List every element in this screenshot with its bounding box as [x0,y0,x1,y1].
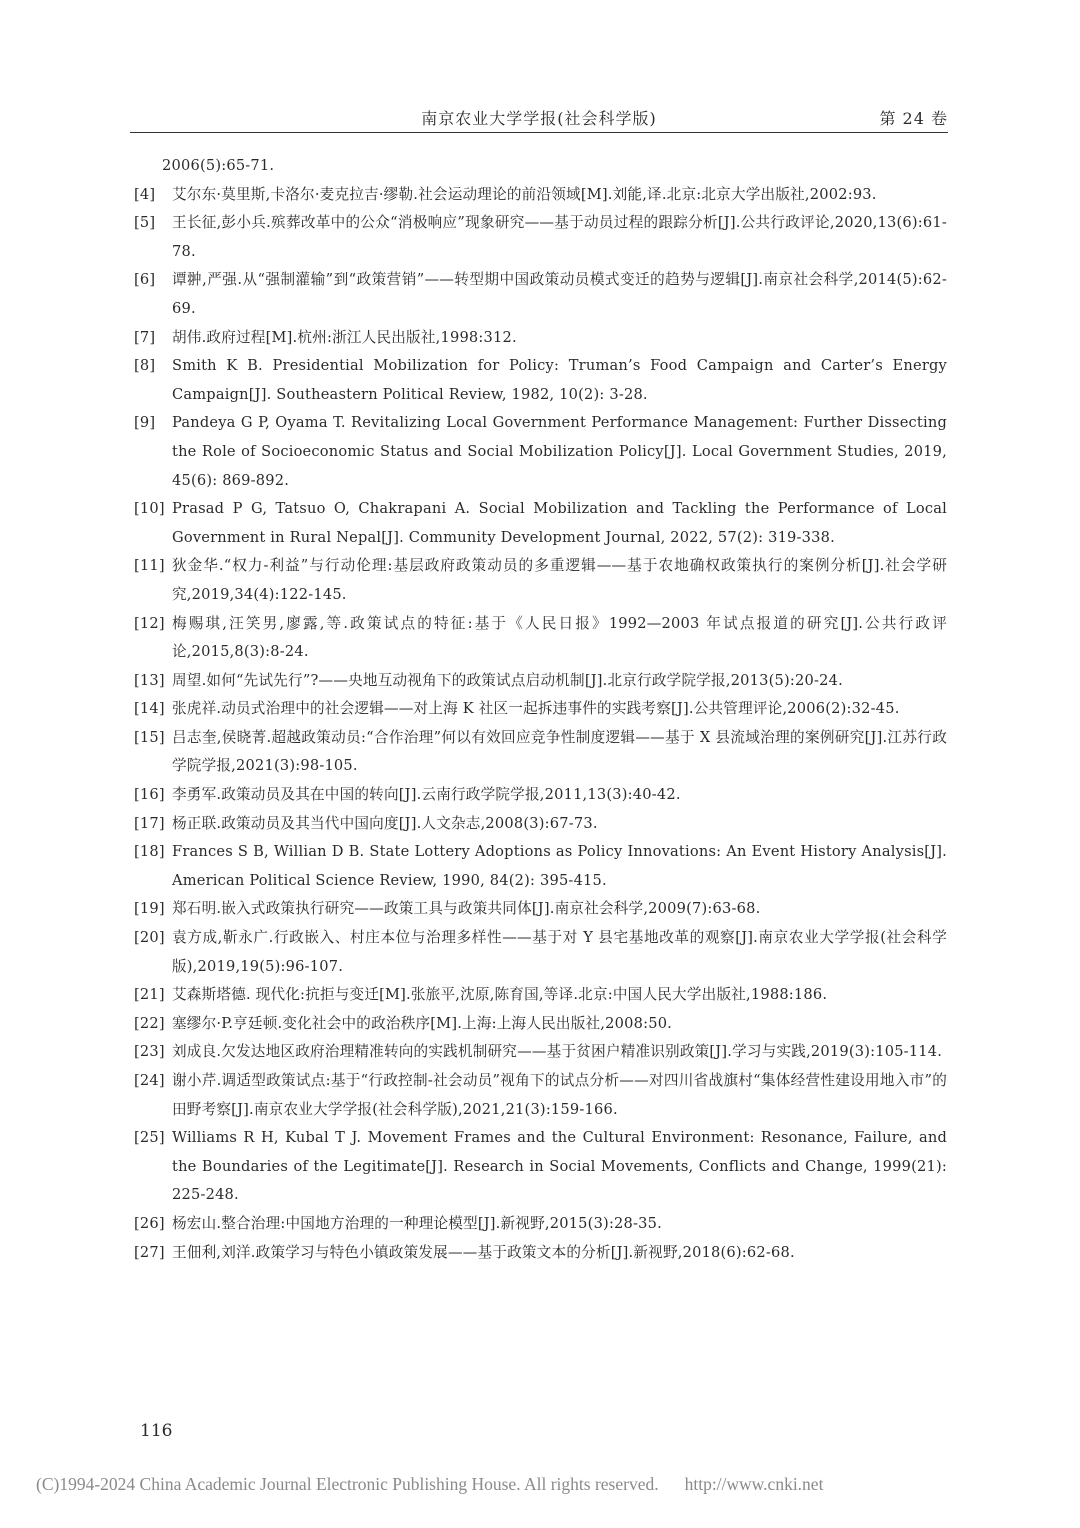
reference-number: [18] [134,843,165,861]
reference-text: 胡伟.政府过程[M].杭州:浙江人民出版社,1998:312. [172,328,517,346]
reference-text: 杨宏山.整合治理:中国地方治理的一种理论模型[J].新视野,2015(3):28-35. [172,1214,662,1232]
reference-number: [15] [134,728,165,746]
reference-number: [13] [134,671,165,689]
reference-number: [16] [134,786,165,804]
reference-item [134,1010,947,1039]
reference-number: [24] [134,1072,165,1089]
reference-text: 杨正联.政策动员及其当代中国向度[J].人文杂志,2008(3):67-73. [172,814,598,832]
reference-number: [4] [134,185,156,203]
reference-item [134,1038,947,1067]
reference-number: [19] [134,900,165,918]
page-number: 116 [140,1421,173,1441]
reference-item [134,781,947,810]
reference-number: [12] [134,614,165,632]
reference-text: 塞缪尔·P.亨廷顿.变化社会中的政治秩序[M].上海:上海人民出版社,2008:50. [172,1014,673,1032]
volume-label: 第 24 卷 [879,109,948,128]
reference-item [134,409,947,495]
reference-text: 周望.如何“先试先行”?——央地互动视角下的政策试点启动机制[J].北京行政学院学报,2013(5):20-24. [172,671,843,689]
reference-number: [7] [134,328,156,346]
reference-number: [17] [134,814,165,832]
reference-item [134,209,947,266]
reference-item [134,352,947,409]
reference-text: 吕志奎,侯晓菁.超越政策动员:“合作治理”何以有效回应竞争性制度逻辑——基于 X 县流域治理的案例研究[J].江苏行政学院学报,2021(3):98-105. [172,728,947,775]
reference-item [134,552,947,609]
reference-text: 艾尔东·莫里斯,卡洛尔·麦克拉吉·缪勒.社会运动理论的前沿领域[M].刘能,译.北京:北京大学出版社,2002:93. [172,185,877,203]
reference-text: 郑石明.嵌入式政策执行研究——政策工具与政策共同体[J].南京社会科学,2009(7):63-68. [172,900,761,918]
reference-text: 狄金华.“权力-利益”与行动伦理:基层政府政策动员的多重逻辑——基于农地确权政策执行的案例分析[J].社会学研究,2019,34(4):122-145. [172,557,947,603]
reference-item [134,810,947,839]
reference-item [134,895,947,924]
reference-number: [20] [134,929,165,947]
reference-text: Prasad P G, Tatsuo O, Chakrapani A. Social Mobilization and Tackling the Performance of Local Government in Rural Nepal[J]. Community Development Journal, 2022, 57(2): 319-338. [172,500,947,546]
reference-text: Pandeya G P, Oyama T. Revitalizing Local Government Performance Management: Further Dissecting the Role of Socioeconomic Status and Social Mobilization Policy[J]. Local Government Studies, 2019, 45(6): 869-892. [172,414,947,489]
reference-number: [25] [134,1129,165,1147]
reference-number: [9] [134,414,156,432]
reference-text: 谢小芹.调适型政策试点:基于“行政控制-社会动员”视角下的试点分析——对四川省战旗村“集体经营性建设用地入市”的田野考察[J].南京农业大学学报(社会科学版),2021,21(3):159-166. [172,1072,947,1118]
reference-item [134,324,947,353]
reference-number: [10] [134,500,165,518]
reference-text: Williams R H, Kubal T J. Movement Frames and the Cultural Environment: Resonance, Failure, and the Boundaries of the Legitimate[J]. Research in Social Movements, Conflicts and Change, 1999(21): 225-248. [172,1129,947,1204]
reference-list [134,152,947,1267]
reference-text: 李勇军.政策动员及其在中国的转向[J].云南行政学院学报,2011,13(3):40-42. [172,786,681,804]
reference-text: 刘成良.欠发达地区政府治理精准转向的实践机制研究——基于贫困户精准识别政策[J].学习与实践,2019(3):105-114. [172,1043,943,1061]
reference-text: 艾森斯塔德. 现代化:抗拒与变迁[M].张旅平,沈原,陈育国,等译.北京:中国人民大学出版社,1988:186. [172,986,828,1004]
copyright-footer [36,1474,823,1495]
reference-item [134,495,947,552]
reference-text: 张虎祥.动员式治理中的社会逻辑——对上海 K 社区一起拆违事件的实践考察[J].公共管理评论,2006(2):32-45. [172,700,900,718]
reference-number: [26] [134,1214,165,1232]
reference-text: 谭翀,严强.从“强制灌输”到“政策营销”——转型期中国政策动员模式变迁的趋势与逻辑[J].南京社会科学,2014(5):62-69. [172,271,947,317]
journal-title: 南京农业大学学报(社会科学版) [421,109,657,128]
reference-number: [5] [134,214,156,232]
reference-item [134,1239,947,1268]
copyright-text: (C)1994-2024 China Academic Journal Electronic Publishing House. All rights reserved. [36,1474,659,1494]
reference-item [134,695,947,724]
reference-item [134,152,947,181]
reference-text: Smith K B. Presidential Mobilization for Policy: Truman’s Food Campaign and Carter’s Energy Campaign[J]. Southeastern Political Review, 1982, 10(2): 3-28. [172,357,947,403]
reference-number: [22] [134,1014,165,1032]
reference-number: [11] [134,557,165,575]
reference-number: [21] [134,986,165,1004]
reference-item [134,1210,947,1239]
reference-text: 袁方成,靳永广.行政嵌入、村庄本位与治理多样性——基于对 Y 县宅基地改革的观察[J].南京农业大学学报(社会科学版),2019,19(5):96-107. [172,929,947,975]
reference-text: 王佃利,刘洋.政策学习与特色小镇政策发展——基于政策文本的分析[J].新视野,2018(6):62-68. [172,1243,795,1261]
reference-text: 2006(5):65-71. [162,157,275,174]
reference-item [134,610,947,667]
reference-number: [14] [134,700,165,718]
footer-url[interactable]: http://www.cnki.net [684,1474,824,1494]
reference-item [134,181,947,210]
reference-item [134,981,947,1010]
reference-text: Frances S B, Willian D B. State Lottery Adoptions as Policy Innovations: An Event History Analysis[J]. American Political Science Review, 1990, 84(2): 395-415. [172,843,947,889]
reference-number: [27] [134,1243,165,1261]
reference-item [134,1124,947,1210]
reference-item [134,724,947,781]
reference-item [134,667,947,696]
reference-text: 梅赐琪,汪笑男,廖露,等.政策试点的特征:基于《人民日报》1992—2003 年试点报道的研究[J].公共行政评论,2015,8(3):8-24. [172,614,947,661]
reference-number: [23] [134,1043,165,1061]
reference-text: 王长征,彭小兵.殡葬改革中的公众“消极响应”现象研究——基于动员过程的跟踪分析[J].公共行政评论,2020,13(6):61-78. [172,214,947,260]
reference-item [134,1067,947,1124]
reference-item [134,924,947,981]
reference-item [134,838,947,895]
running-header [130,104,948,133]
reference-number: [8] [134,357,156,375]
reference-item [134,266,947,323]
reference-number: [6] [134,271,156,289]
